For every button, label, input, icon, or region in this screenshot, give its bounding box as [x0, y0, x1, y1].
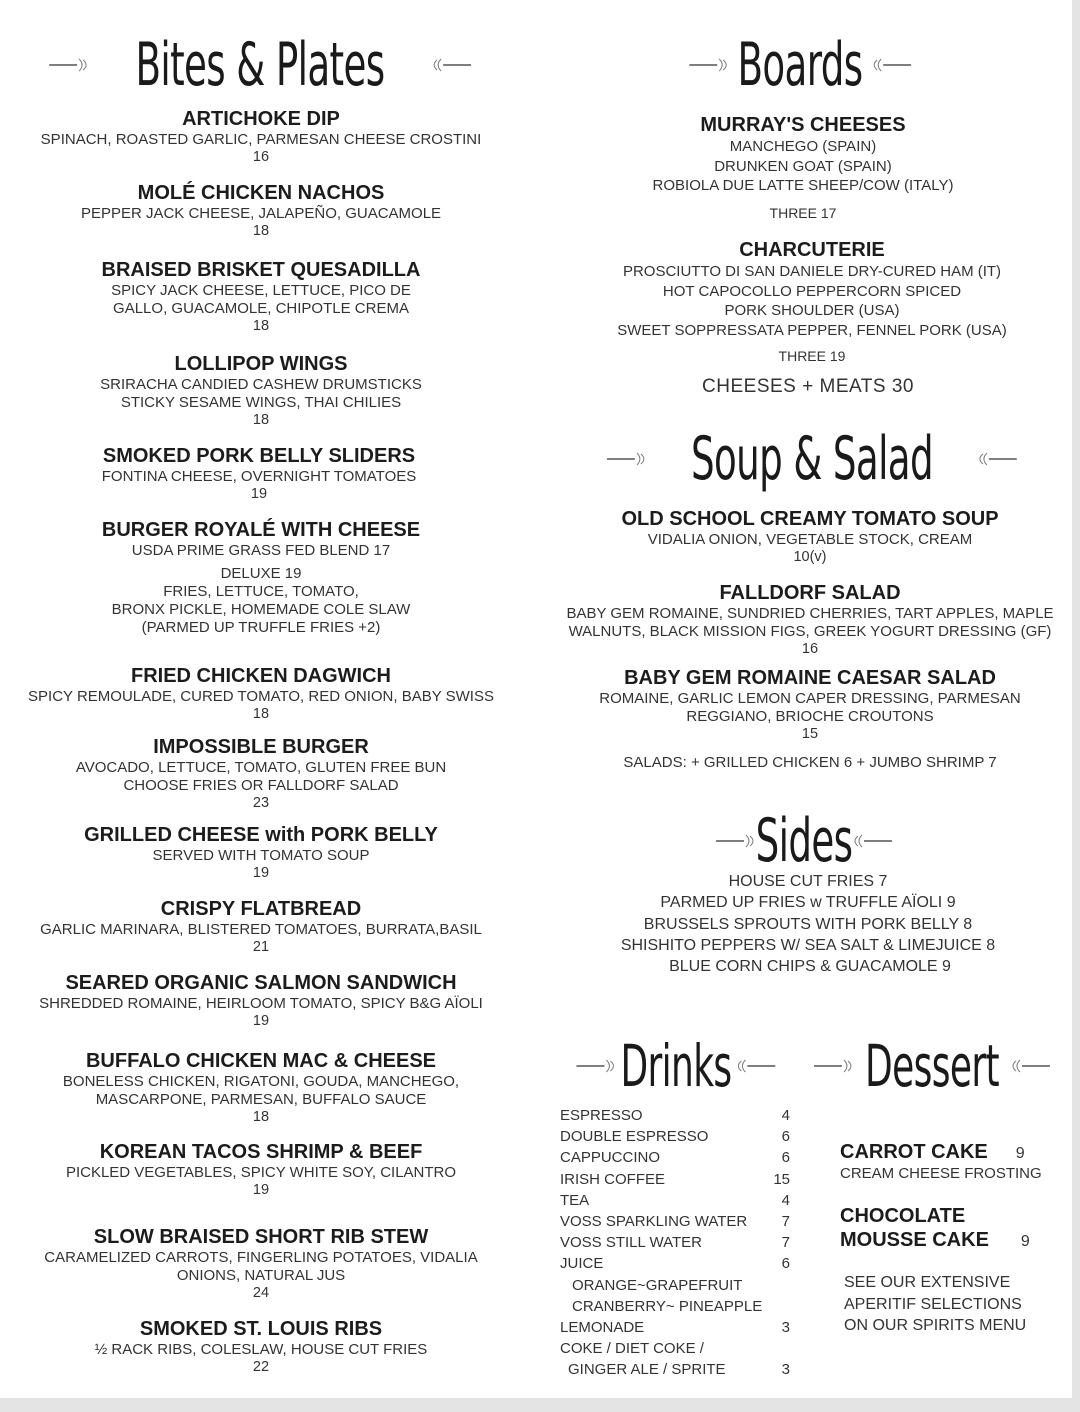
menu-item — [40, 898, 482, 956]
menu-item — [599, 667, 1020, 743]
menu-item — [76, 736, 446, 812]
menu-item — [44, 1226, 477, 1302]
menu-item — [95, 1318, 428, 1376]
item-price: 18 — [252, 318, 270, 334]
item-desc: SWEET SOPPRESSATA PEPPER, FENNEL PORK (USA) — [617, 321, 1007, 339]
section-heading-drinks — [576, 1032, 775, 1100]
drink-name: VOSS STILL WATER — [560, 1234, 702, 1252]
drink-row — [560, 1253, 800, 1274]
drink-name: CAPPUCCINO — [560, 1149, 661, 1167]
heading-text: Bites & Plates — [135, 30, 385, 100]
menu-item — [102, 445, 417, 503]
drink-row — [560, 1232, 800, 1253]
drink-row — [560, 1126, 800, 1147]
item-price: 18 — [252, 223, 270, 239]
drink-name: CRANBERRY~ PINEAPPLE — [572, 1297, 763, 1315]
item-desc: FONTINA CHEESE, OVERNIGHT TOMATOES — [101, 468, 417, 485]
salad-addons: SALADS: + GRILLED CHICKEN 6 + JUMBO SHRIMP 7 — [623, 754, 997, 771]
note-line: APERITIF SELECTIONS — [844, 1295, 1022, 1313]
dessert-name: MOUSSE CAKE — [840, 1229, 989, 1251]
drink-name: COKE / DIET COKE / — [560, 1340, 704, 1358]
menu-item — [84, 824, 438, 882]
item-desc: SERVED WITH TOMATO SOUP — [152, 847, 370, 864]
drink-name: ESPRESSO — [560, 1107, 643, 1124]
menu-item-charcuterie — [617, 239, 1007, 364]
menu-item — [41, 108, 482, 166]
item-price: 19 — [252, 865, 270, 881]
item-desc: ROBIOLA DUE LATTE SHEEP/COW (ITALY) — [652, 177, 954, 194]
drink-price: 7 — [781, 1234, 790, 1252]
item-price: 23 — [252, 795, 270, 811]
item-desc: MANCHEGO (SPAIN) — [729, 138, 877, 155]
section-heading-bites — [49, 30, 471, 100]
ornament-left-icon — [49, 57, 93, 73]
item-name: SLOW BRAISED SHORT RIB STEW — [93, 1226, 429, 1248]
item-desc: GARLIC MARINARA, BLISTERED TOMATOES, BURRATA,BASIL — [40, 921, 482, 938]
item-name: CRISPY FLATBREAD — [160, 898, 362, 920]
item-desc: ROMAINE, GARLIC LEMON CAPER DRESSING, PARMESAN — [599, 690, 1021, 707]
item-desc: PROSCIUTTO DI SAN DANIELE DRY-CURED HAM (IT) — [622, 263, 1002, 280]
page-shadow-bottom — [0, 1398, 1080, 1412]
menu-item — [66, 1141, 456, 1199]
drink-row — [560, 1359, 800, 1380]
drink-price: 3 — [781, 1318, 790, 1336]
menu-item — [102, 259, 421, 335]
item-price: 16 — [801, 641, 819, 657]
dessert-price: 9 — [1020, 1233, 1030, 1250]
item-name: BUFFALO CHICKEN MAC & CHEESE — [85, 1050, 436, 1072]
item-desc: SPICY REMOULADE, CURED TOMATO, RED ONION, BABY SWISS — [28, 688, 494, 705]
note-line: ON OUR SPIRITS MENU — [844, 1317, 1027, 1334]
menu-item — [566, 582, 1053, 658]
drink-price — [762, 1296, 800, 1317]
item-name: SMOKED PORK BELLY SLIDERS — [102, 445, 416, 467]
ornament-left-icon — [716, 833, 760, 849]
menu-item-cheeses — [653, 114, 954, 221]
drink-price: 15 — [773, 1170, 790, 1188]
drinks-list — [560, 1105, 800, 1380]
item-price: 18 — [252, 1109, 270, 1125]
item-name: IMPOSSIBLE BURGER — [153, 736, 369, 758]
drink-price: 6 — [781, 1255, 790, 1273]
section-heading-soup — [607, 424, 1017, 494]
item-desc: PEPPER JACK CHEESE, JALAPEÑO, GUACAMOLE — [80, 205, 442, 222]
item-price: 21 — [252, 939, 270, 955]
item-name: MOLÉ CHICKEN NACHOS — [137, 182, 385, 204]
item-price: 19 — [252, 1182, 270, 1198]
drink-name: ORANGE~GRAPEFRUIT — [572, 1276, 743, 1294]
item-desc: MASCARPONE, PARMESAN, BUFFALO SAUCE — [95, 1091, 427, 1108]
item-desc: SRIRACHA CANDIED CASHEW DRUMSTICKS — [100, 376, 422, 393]
drink-name: LEMONADE — [560, 1318, 645, 1336]
item-name: CHARCUTERIE — [739, 239, 885, 261]
item-name: BABY GEM ROMAINE CAESAR SALAD — [624, 667, 996, 689]
menu-item — [621, 508, 998, 566]
item-desc: AVOCADO, LETTUCE, TOMATO, GLUTEN FREE BUN — [75, 759, 447, 776]
ornament-right-icon — [732, 1058, 776, 1074]
ornament-left-icon — [814, 1058, 858, 1074]
dessert-desc: CREAM CHEESE FROSTING — [840, 1165, 1042, 1182]
item-desc: GALLO, GUACAMOLE, CHIPOTLE CREMA — [113, 300, 409, 317]
item-name: BURGER ROYALÉ WITH CHEESE — [101, 519, 421, 541]
drink-row — [560, 1169, 800, 1190]
drink-row — [560, 1275, 800, 1296]
item-desc: PORK SHOULDER (USA) — [724, 302, 900, 319]
spirits-note — [844, 1272, 1026, 1337]
item-desc: HOT CAPOCOLLO PEPPERCORN SPICED — [662, 282, 962, 300]
drink-row — [560, 1105, 800, 1126]
item-price: 19 — [252, 1013, 270, 1029]
item-desc: CHOOSE FRIES OR FALLDORF SALAD — [123, 777, 399, 794]
item-name: FALLDORF SALAD — [719, 582, 901, 604]
side-item: HOUSE CUT FRIES 7 — [728, 873, 888, 890]
item-name: MURRAY'S CHEESES — [700, 114, 906, 136]
side-item: PARMED UP FRIES w TRUFFLE AÏOLI 9 — [660, 894, 956, 911]
ornament-right-icon — [427, 57, 471, 73]
ornament-right-icon — [867, 57, 911, 73]
note-line: SEE OUR EXTENSIVE — [844, 1274, 1011, 1291]
section-heading-sides — [716, 806, 892, 876]
ornament-left-icon — [689, 57, 733, 73]
menu-item — [102, 519, 420, 637]
dessert-item — [840, 1204, 1030, 1252]
item-name: LOLLIPOP WINGS — [174, 353, 348, 375]
drink-price: 6 — [781, 1149, 790, 1167]
ornament-right-icon — [848, 833, 892, 849]
heading-text: Drinks — [620, 1032, 732, 1100]
section-heading-boards — [689, 30, 911, 100]
dessert-price: 9 — [1015, 1145, 1025, 1162]
drink-price — [760, 1275, 800, 1296]
item-price: 24 — [252, 1285, 270, 1301]
item-desc: (PARMED UP TRUFFLE FRIES +2) — [141, 619, 381, 636]
item-name: FRIED CHICKEN DAGWICH — [131, 665, 391, 687]
item-desc: WALNUTS, BLACK MISSION FIGS, GREEK YOGURT DRESSING (GF) — [568, 623, 1052, 640]
menu-item — [39, 972, 483, 1030]
item-desc: BABY GEM ROMAINE, SUNDRIED CHERRIES, TART APPLES, MAPLE — [566, 605, 1054, 622]
ornament-right-icon — [1006, 1058, 1050, 1074]
heading-text: Boards — [737, 30, 863, 100]
item-desc: SPINACH, ROASTED GARLIC, PARMESAN CHEESE CROSTINI — [40, 131, 482, 148]
side-item: BLUE CORN CHIPS & GUACAMOLE 9 — [669, 958, 951, 975]
item-price: 15 — [801, 726, 819, 742]
item-desc: STICKY SESAME WINGS, THAI CHILIES — [120, 394, 402, 411]
heading-text: Dessert — [865, 1032, 999, 1100]
item-desc: SPICY JACK CHEESE, LETTUCE, PICO DE — [111, 282, 411, 299]
menu-item — [63, 1050, 459, 1126]
drink-row — [560, 1190, 800, 1211]
drink-row — [560, 1296, 800, 1317]
item-desc: ½ RACK RIBS, COLESLAW, HOUSE CUT FRIES — [94, 1341, 428, 1358]
dessert-name: CARROT CAKE — [840, 1141, 988, 1163]
item-desc: BONELESS CHICKEN, RIGATONI, GOUDA, MANCHEGO, — [62, 1073, 460, 1090]
item-price: THREE 17 — [769, 204, 837, 221]
drink-price: 4 — [781, 1191, 790, 1209]
side-item: BRUSSELS SPROUTS WITH PORK BELLY 8 — [643, 916, 973, 933]
item-name: OLD SCHOOL CREAMY TOMATO SOUP — [621, 508, 999, 530]
item-name: GRILLED CHEESE with PORK BELLY — [84, 824, 438, 846]
ornament-left-icon — [607, 451, 651, 467]
dessert-name-row — [840, 1140, 1042, 1164]
item-desc: DELUXE 19 — [220, 565, 302, 582]
item-name: ARTICHOKE DIP — [182, 108, 340, 130]
drink-row — [560, 1338, 800, 1359]
drink-price — [760, 1338, 800, 1359]
item-price: 16 — [252, 149, 270, 165]
item-desc: REGGIANO, BRIOCHE CROUTONS — [686, 708, 934, 725]
item-desc: CARAMELIZED CARROTS, FINGERLING POTATOES, VIDALIA — [44, 1249, 478, 1266]
heading-text: Soup & Salad — [691, 424, 933, 494]
drink-name: JUICE — [560, 1255, 604, 1273]
drink-row — [560, 1211, 800, 1232]
item-name: KOREAN TACOS SHRIMP & BEEF — [99, 1141, 423, 1163]
ornament-left-icon — [576, 1058, 620, 1074]
drink-price: 7 — [781, 1212, 790, 1230]
item-price: 10(v) — [793, 549, 827, 565]
drink-price: 4 — [781, 1107, 790, 1124]
item-desc: PICKLED VEGETABLES, SPICY WHITE SOY, CILANTRO — [65, 1164, 457, 1181]
section-heading-dessert — [814, 1032, 1050, 1100]
item-desc: ONIONS, NATURAL JUS — [176, 1267, 346, 1284]
boards-combo: CHEESES + MEATS 30 — [702, 376, 914, 397]
item-price: 18 — [252, 412, 270, 428]
heading-text: Sides — [755, 806, 853, 876]
drink-price: 6 — [781, 1128, 790, 1146]
item-desc: FRIES, LETTUCE, TOMATO, — [163, 583, 359, 600]
item-desc: BRONX PICKLE, HOMEMADE COLE SLAW — [111, 601, 411, 618]
drink-name: GINGER ALE / SPRITE — [568, 1361, 726, 1379]
drink-row — [560, 1317, 800, 1338]
dessert-item — [840, 1140, 1042, 1183]
item-desc: DRUNKEN GOAT (SPAIN) — [714, 157, 892, 175]
item-price: 18 — [252, 706, 270, 722]
item-desc: USDA PRIME GRASS FED BLEND 17 — [131, 542, 391, 559]
drink-row — [560, 1147, 800, 1168]
dessert-name-row — [840, 1228, 1030, 1252]
drink-price: 3 — [781, 1361, 790, 1379]
item-price: 19 — [250, 486, 268, 502]
drink-name: IRISH COFFEE — [560, 1170, 666, 1188]
ornament-right-icon — [973, 451, 1017, 467]
item-name: SMOKED ST. LOUIS RIBS — [139, 1318, 383, 1340]
drink-name: TEA — [560, 1191, 590, 1209]
side-item: SHISHITO PEPPERS W/ SEA SALT & LIMEJUICE 8 — [620, 937, 996, 954]
item-price: THREE 19 — [778, 348, 846, 364]
item-name: SEARED ORGANIC SALMON SANDWICH — [65, 972, 457, 994]
item-price: 22 — [252, 1359, 270, 1375]
page-shadow-right — [1072, 0, 1080, 1412]
menu-item — [81, 182, 441, 240]
drink-name: VOSS SPARKLING WATER — [560, 1212, 748, 1230]
menu-item — [100, 353, 422, 429]
item-name: BRAISED BRISKET QUESADILLA — [101, 259, 421, 281]
drink-name: DOUBLE ESPRESSO — [560, 1128, 709, 1146]
dessert-name: CHOCOLATE — [840, 1205, 966, 1227]
menu-item — [28, 665, 494, 723]
item-desc: SHREDDED ROMAINE, HEIRLOOM TOMATO, SPICY B&G AÏOLI — [39, 995, 483, 1012]
item-desc: VIDALIA ONION, VEGETABLE STOCK, CREAM — [647, 531, 973, 548]
